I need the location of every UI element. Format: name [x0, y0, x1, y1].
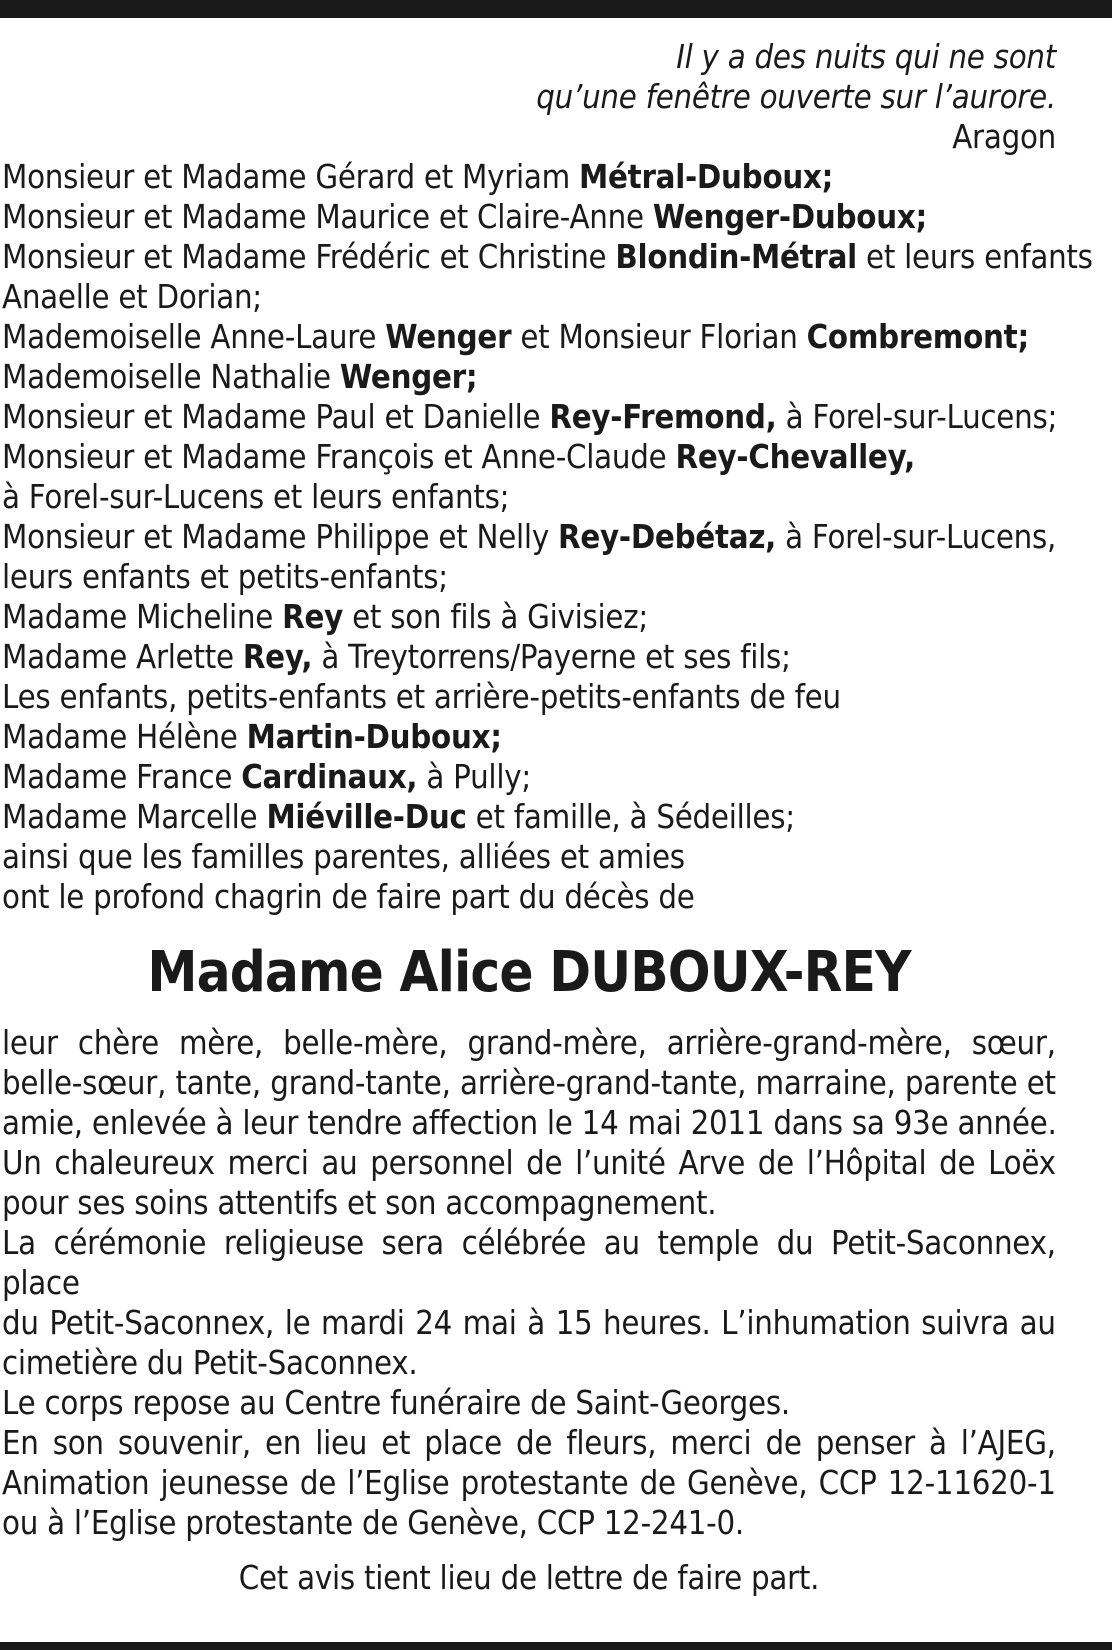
family-line: Madame France Cardinaux, à Pully; — [2, 757, 531, 796]
epigraph-author: Aragon — [952, 117, 1056, 156]
body-line: La cérémonie religieuse sera célébrée au temple du Petit-Saconnex, place — [2, 1223, 1056, 1302]
body-line: Animation jeunesse de l’Eglise protestante de Genève, CCP 12-11620-1 — [2, 1463, 1056, 1502]
family-line: leurs enfants et petits-enfants; — [2, 557, 448, 596]
family-surname: Cardinaux, — [241, 757, 418, 796]
notice-body — [2, 1023, 1056, 1543]
family-line: Monsieur et Madame Philippe et Nelly Rey-Debétaz, à Forel-sur-Lucens, — [2, 517, 1057, 556]
family-line: Mademoiselle Nathalie Wenger; — [2, 357, 478, 396]
body-line: ou à l’Eglise protestante de Genève, CCP 12-241-0. — [2, 1503, 745, 1542]
body-line: cimetière du Petit-Saconnex. — [2, 1343, 418, 1382]
family-surname: Rey-Fremond, — [549, 397, 777, 436]
family-surname: Miéville-Duc — [266, 797, 467, 836]
family-line: Anaelle et Dorian; — [2, 277, 262, 316]
family-line: Monsieur et Madame Paul et Danielle Rey-Fremond, à Forel-sur-Lucens; — [2, 397, 1058, 436]
body-line: amie, enlevée à leur tendre affection le 14 mai 2011 dans sa 93e année. — [2, 1103, 1057, 1142]
family-line: ainsi que les familles parentes, alliées et amies — [2, 837, 685, 876]
epigraph — [2, 37, 1056, 157]
family-surname: Rey-Debétaz, — [558, 517, 777, 556]
family-surname: Martin-Duboux; — [246, 717, 502, 756]
body-line: pour ses soins attentifs et son accompagnement. — [2, 1183, 717, 1222]
family-surname: Rey-Chevalley, — [675, 437, 916, 476]
epigraph-line: qu’une fenêtre ouverte sur l’aurore. — [536, 77, 1056, 116]
family-surname: Wenger-Duboux; — [652, 197, 928, 236]
body-line: du Petit-Saconnex, le mardi 24 mai à 15 heures. L’inhumation suivra au — [2, 1303, 1056, 1342]
bottom-rule — [0, 1642, 1112, 1650]
family-line: Les enfants, petits-enfants et arrière-petits-enfants de feu — [2, 677, 841, 716]
body-line: Un chaleureux merci au personnel de l’unité Arve de l’Hôpital de Loëx — [2, 1143, 1056, 1182]
family-line: Madame Micheline Rey et son fils à Givisiez; — [2, 597, 649, 636]
body-line: En son souvenir, en lieu et place de fleurs, merci de penser à l’AJEG, — [2, 1423, 1056, 1462]
family-surname: Wenger — [385, 317, 512, 356]
family-line: Madame Arlette Rey, à Treytorrens/Payerne et ses fils; — [2, 637, 791, 676]
family-line: à Forel-sur-Lucens et leurs enfants; — [2, 477, 510, 516]
death-notice — [2, 37, 1093, 1598]
family-line: Monsieur et Madame Gérard et Myriam Métral-Duboux; — [2, 157, 834, 196]
body-line: leur chère mère, belle-mère, grand-mère, arrière-grand-mère, sœur, — [2, 1023, 1056, 1062]
family-surname: Rey, — [242, 637, 313, 676]
top-rule — [0, 0, 1112, 18]
body-line: Le corps repose au Centre funéraire de Saint-Georges. — [2, 1383, 790, 1422]
family-surname: Blondin-Métral — [615, 237, 857, 276]
family-surname: Rey — [282, 597, 344, 636]
epigraph-line: Il y a des nuits qui ne sont — [676, 37, 1056, 76]
closing-note: Cet avis tient lieu de lettre de faire part. — [238, 1558, 820, 1597]
family-line: Monsieur et Madame François et Anne-Claude Rey-Chevalley, — [2, 437, 916, 476]
family-list — [2, 157, 1093, 917]
family-surname: Métral-Duboux; — [579, 157, 834, 196]
family-line: ont le profond chagrin de faire part du décès de — [2, 877, 695, 916]
family-surname: Combremont; — [806, 317, 1029, 356]
deceased-name: Madame Alice DUBOUX-REY — [147, 940, 911, 1005]
body-line: belle-sœur, tante, grand-tante, arrière-grand-tante, marraine, parente et — [2, 1063, 1056, 1102]
family-surname: Wenger; — [339, 357, 478, 396]
family-line: Mademoiselle Anne-Laure Wenger et Monsieur Florian Combremont; — [2, 317, 1029, 356]
family-line: Monsieur et Madame Frédéric et Christine Blondin-Métral et leurs enfants — [2, 237, 1093, 276]
family-line: Monsieur et Madame Maurice et Claire-Anne Wenger-Duboux; — [2, 197, 928, 236]
family-line: Madame Hélène Martin-Duboux; — [2, 717, 502, 756]
family-line: Madame Marcelle Miéville-Duc et famille, à Sédeilles; — [2, 797, 795, 836]
